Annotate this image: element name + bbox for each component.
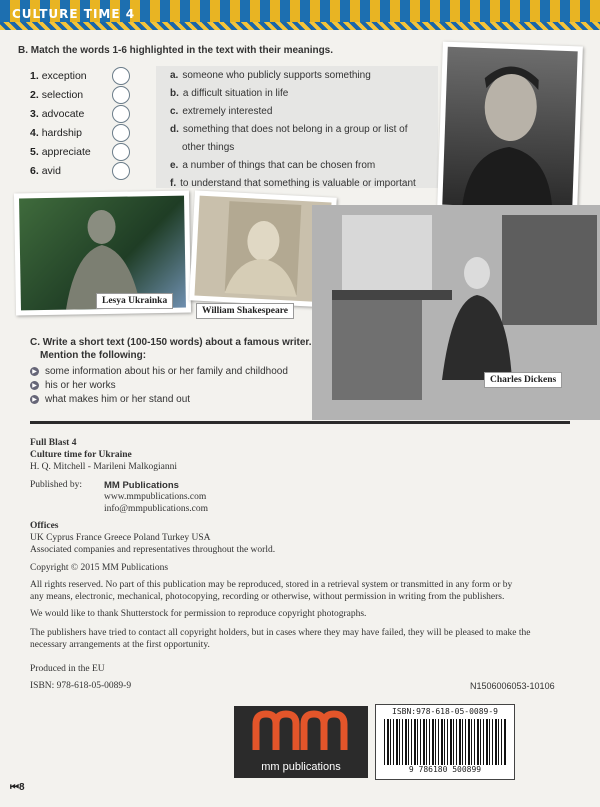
meaning-item: b. a difficult situation in life: [170, 87, 289, 99]
section-c-line: Mention the following:: [40, 350, 147, 361]
published-by-label: Published by:: [30, 480, 82, 490]
section-b-instruction: B. Match the words 1-6 highlighted in the text with their meanings.: [18, 45, 334, 56]
meaning-item: c. extremely interested: [170, 105, 273, 117]
bullet-list: [30, 364, 288, 406]
rights-text: any means, electronic, mechanical, photocopying, recording or otherwise, without permission in writing from the publishers.: [30, 592, 505, 602]
rights-text: All rights reserved. No part of this publication may be reproduced, stored in a retrieval system or transmitted in any form or by: [30, 580, 513, 590]
page-number: ⏮8: [10, 782, 25, 793]
arrow-bullet-icon: ▶: [30, 367, 39, 376]
associated-note: Associated companies and representatives throughout the world.: [30, 545, 276, 555]
shakespeare-caption: William Shakespeare: [196, 303, 294, 319]
arrow-bullet-icon: ▶: [30, 395, 39, 404]
book-title: Culture time for Ukraine: [30, 450, 132, 460]
logo-text: mm publications: [261, 761, 341, 773]
answer-circle[interactable]: [112, 86, 130, 104]
barcode-bars: [384, 719, 506, 765]
arrow-bullet-icon: ▶: [30, 381, 39, 390]
isbn-text: ISBN: 978-618-05-0089-9: [30, 681, 132, 691]
contact-text: The publishers have tried to contact all copyright holders, but in cases where they may have failed, they will be pleased to make the: [30, 628, 531, 638]
answer-circle[interactable]: [112, 124, 130, 142]
barcode-isbn: ISBN:978-618-05-0089-9: [392, 707, 498, 716]
answer-circle[interactable]: [112, 162, 130, 180]
bullet-item: ▶ his or her works: [30, 378, 288, 392]
copyright: Copyright © 2015 MM Publications: [30, 563, 169, 573]
word-item: 2. selection: [30, 85, 130, 104]
mm-logo-icon: [234, 706, 368, 758]
page-marker-icon: ⏮: [10, 782, 19, 793]
portrait-silhouette: [442, 47, 577, 209]
vasyl-symonenko-photo: [437, 42, 583, 215]
offices-list: UK Cyprus France Greece Poland Turkey USA: [30, 533, 211, 543]
barcode: [375, 704, 515, 780]
meanings-box: [156, 66, 438, 188]
meaning-item: d. something that does not belong in a group or list of: [170, 123, 408, 135]
bullet-item: ▶ some information about his or her family and childhood: [30, 364, 288, 378]
meaning-item: e. a number of things that can be chosen from: [170, 159, 376, 171]
offices-label: Offices: [30, 521, 59, 531]
lesya-caption: Lesya Ukrainka: [96, 293, 173, 309]
word-item: 5. appreciate: [30, 142, 130, 161]
series-title: Full Blast 4: [30, 438, 77, 448]
word-item: 3. advocate: [30, 104, 130, 123]
answer-circle[interactable]: [112, 105, 130, 123]
section-c-line: C. Write a short text (100-150 words) about a famous writer.: [30, 337, 312, 348]
bust-silhouette: [194, 196, 331, 303]
meaning-item: a. someone who publicly supports something: [170, 69, 371, 81]
meaning-item: other things: [182, 141, 235, 153]
produced-in: Produced in the EU: [30, 664, 105, 674]
publisher-website[interactable]: www.mmpublications.com: [104, 492, 207, 502]
word-item: 4. hardship: [30, 123, 130, 142]
word-item: 1. exception: [30, 66, 130, 85]
divider: [30, 421, 570, 424]
barcode-number: 9 786180 500899: [408, 765, 482, 774]
dickens-caption: Charles Dickens: [484, 372, 562, 388]
answer-circle[interactable]: [112, 67, 130, 85]
mm-publications-logo: [234, 706, 368, 778]
answer-circle[interactable]: [112, 143, 130, 161]
publisher-name: MM Publications: [104, 480, 179, 491]
product-code: N1506006053-10106: [470, 681, 555, 691]
word-list: [30, 66, 130, 180]
contact-text: necessary arrangements at the first opportunity.: [30, 640, 210, 650]
publisher-email[interactable]: info@mmpublications.com: [104, 504, 208, 514]
meaning-item: f. to understand that something is valuable or important: [170, 177, 416, 189]
section-c-instruction: [30, 336, 312, 362]
page-title: CULTURE TIME 4: [12, 7, 136, 21]
bullet-item: ▶ what makes him or her stand out: [30, 392, 288, 406]
authors: H. Q. Mitchell - Marileni Malkogianni: [30, 462, 177, 472]
thanks-text: We would like to thank Shutterstock for permission to reproduce copyright photographs.: [30, 609, 367, 619]
word-item: 6. avid: [30, 161, 130, 180]
